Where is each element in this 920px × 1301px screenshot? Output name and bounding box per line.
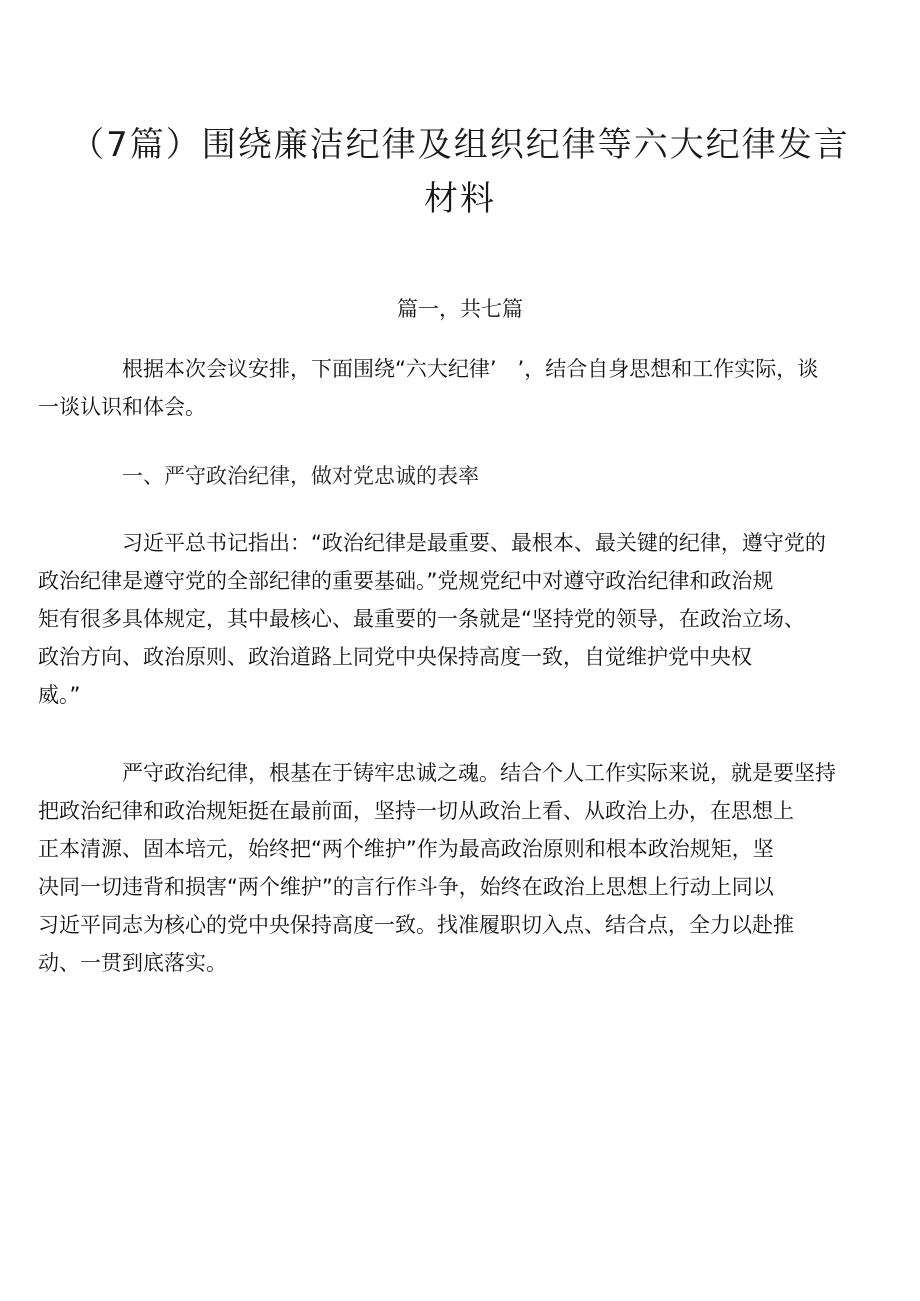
para2-line-2: 把政治纪律和政治规矩挺在最前面，坚持一切从政治上看、从政治上办，在思想上	[38, 799, 794, 823]
document-title	[60, 118, 860, 226]
para2-line-5: 习近平同志为核心的党中央保持高度一致。找准履职切入点、结合点，全力以赴推	[38, 913, 794, 937]
para1-line-3: 矩有很多具体规定，其中最核心、最重要的一条就是“坚持党的领导，在政治立场、	[38, 607, 805, 631]
intro-line-1: 根据本次会议安排，下面围绕“六大纪律’ ’，结合自身思想和工作实际，谈	[122, 357, 819, 381]
para1-line-2: 政治纪律是遵守党的全部纪律的重要基础。”党规党纪中对遵守政治纪律和政治规	[38, 569, 774, 593]
section-heading-1: 一、严守政治纪律，做对党忠诚的表率	[122, 464, 479, 488]
intro-paragraph	[38, 350, 855, 426]
para2-line-4: 决同一切违背和损害“两个维护”的言行作斗争，始终在政治上思想上行动上同以	[38, 875, 774, 899]
document-subtitle: 篇一，共七篇	[397, 297, 523, 321]
title-line-2: 材料	[424, 179, 496, 219]
para2-line-1: 严守政治纪律，根基在于铸牢忠诚之魂。结合个人工作实际来说，就是要坚持	[122, 761, 836, 785]
para2-line-3: 正本清源、固本培元，始终把“两个维护”作为最高政治原则和根本政治规矩，坚	[38, 837, 774, 861]
title-line-1: （7篇）围绕廉洁纪律及组织纪律等六大纪律发言	[70, 125, 850, 165]
para2-line-6: 动、一贯到底落实。	[38, 951, 227, 975]
para1-line-4: 政治方向、政治原则、政治道路上同党中央保持高度一致，自觉维护党中央权	[38, 645, 752, 669]
intro-line-2: 一谈认识和体会。	[38, 395, 206, 419]
para1-line-5: 威。”	[38, 683, 81, 707]
para1-line-1: 习近平总书记指出：“政治纪律是最重要、最根本、最关键的纪律，遵守党的	[122, 531, 826, 555]
paragraph-2	[38, 754, 855, 982]
paragraph-1	[38, 524, 855, 714]
